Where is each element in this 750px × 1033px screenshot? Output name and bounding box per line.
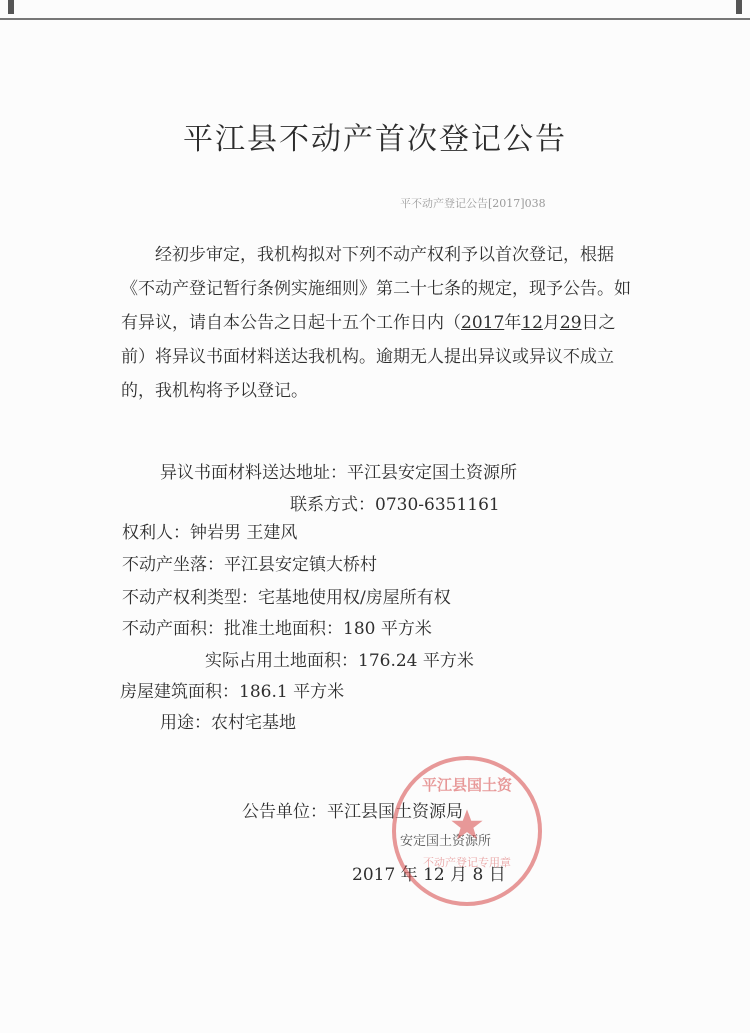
- official-seal: [392, 756, 542, 906]
- scan-mark-right: [736, 0, 742, 14]
- usage: 用途：农村宅基地: [160, 713, 296, 733]
- objection-address: 异议书面材料送达地址：平江县安定国土资源所: [160, 463, 517, 483]
- building-area: 房屋建筑面积：186.1 平方米: [120, 682, 345, 702]
- seal-star-icon: [450, 808, 484, 842]
- body-text-d: 日之前）将异议书面材料送达我机构。逾期无人提出异议或异议不成立的，我机构将予以登记。: [121, 313, 616, 401]
- body-text-c: 月: [542, 313, 560, 333]
- scan-edge: [0, 18, 750, 20]
- document-number: 平不动产登记公告[2017]038: [400, 197, 546, 210]
- publisher-sub: 安定国土资源所: [400, 834, 492, 849]
- seal-text: 平江县国土资: [421, 776, 512, 794]
- property-location: 不动产坐落：平江县安定镇大桥村: [122, 555, 377, 575]
- deadline-month: 12: [521, 313, 543, 333]
- publish-date: 2017 年 12 月 8 日: [352, 865, 506, 885]
- announcement-body: [121, 238, 631, 408]
- area-approved: 不动产面积：批准土地面积：180 平方米: [122, 619, 432, 639]
- rights-holder: 权利人：钟岩男 王建风: [122, 523, 298, 543]
- body-text-b: 年: [504, 313, 522, 333]
- deadline-day: 29: [559, 313, 582, 333]
- publisher: 公告单位：平江县国土资源局: [242, 802, 463, 822]
- body-text-a: 经初步审定，我机构拟对下列不动产权利予以首次登记，根据《不动产登记暂行条例实施细则》第二十七条的规定，现予公告。如有异议，请自本公告之日起十五个工作日内（: [121, 245, 631, 333]
- area-actual: 实际占用土地面积：176.24 平方米: [205, 651, 474, 671]
- contact-info: 联系方式：0730-6351161: [290, 495, 500, 515]
- deadline-year: 2017: [461, 313, 505, 333]
- document-title: 平江县不动产首次登记公告: [183, 122, 567, 157]
- scan-mark-left: [8, 0, 14, 14]
- seal-subtext: 不动产登记专用章: [423, 856, 511, 869]
- right-type: 不动产权利类型：宅基地使用权/房屋所有权: [122, 588, 451, 608]
